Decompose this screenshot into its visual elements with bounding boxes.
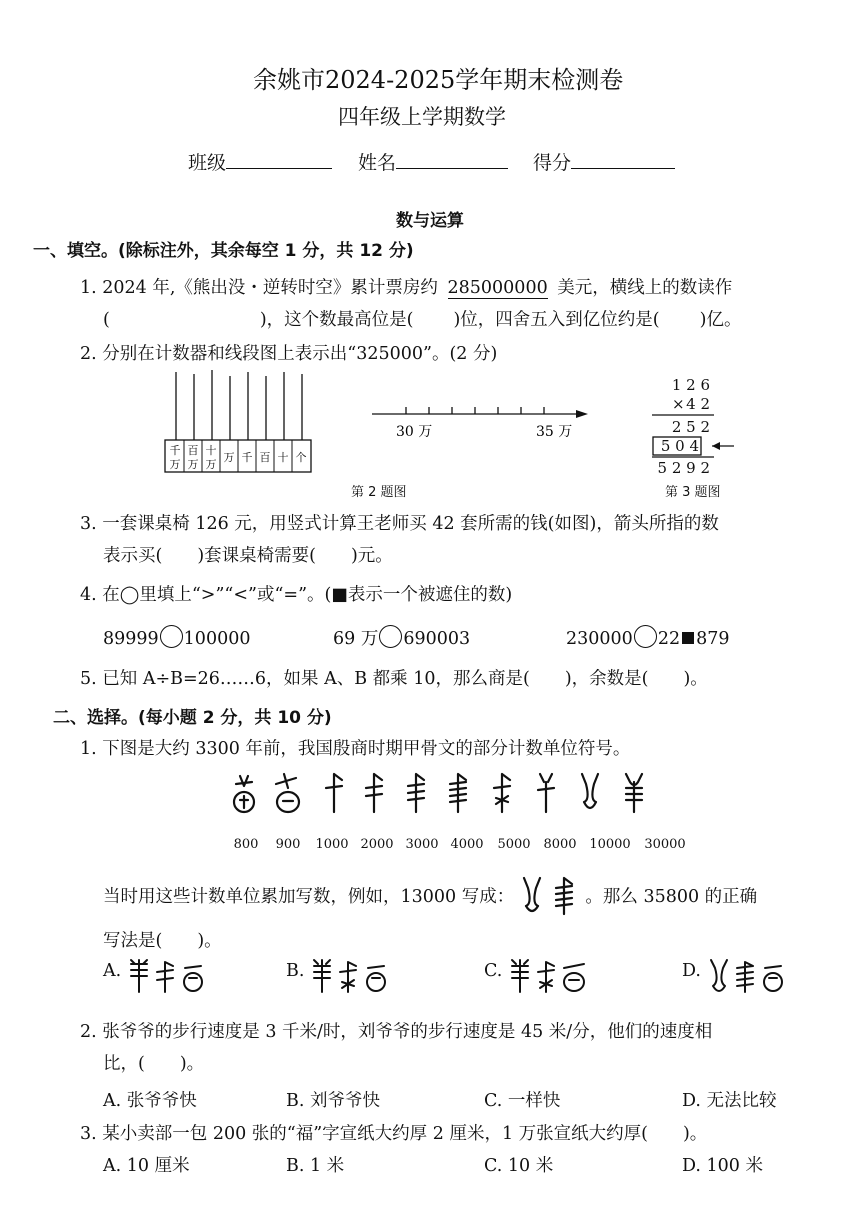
option-a-glyphs-icon: [127, 958, 207, 998]
abacus-label-baiwan-2: 万: [187, 458, 199, 471]
p2-q2-line1: 2. 张爷爷的步行速度是 3 千米/时，刘爷爷的步行速度是 45 米/分，他们的速度相: [80, 1022, 713, 1042]
p2-q2-option-c[interactable]: C. 一样快: [484, 1091, 561, 1111]
mult-times: ×: [672, 395, 685, 413]
oracle-10000-icon: [582, 774, 598, 808]
q1-line1: 1. 2024 年,《熊出没・逆转时空》累计票房约 285000000 美元，横线上的数读作: [80, 278, 733, 298]
abacus-label-qianwan-2: 万: [169, 458, 181, 471]
p2-q1-line3: 写法是( )。: [103, 931, 222, 951]
abacus-figure: [160, 368, 320, 476]
mult-partial-1: 2 5 2: [671, 418, 710, 436]
q1-underlined-number: 285000000: [447, 278, 548, 298]
mult-second: 4 2: [686, 395, 710, 413]
oracle-label-10000: 10000: [589, 837, 631, 852]
abacus-label-bai: 百: [259, 451, 271, 464]
mult-result: 5 2 9 2: [657, 459, 710, 477]
oracle-3000-icon: [408, 774, 424, 812]
q4-item-1: 89999 100000: [103, 625, 250, 649]
oracle-label-5000: 5000: [497, 837, 531, 852]
q3-line1: 3. 一套课桌椅 126 元，用竖式计算王老师买 42 套所需的钱(如图)，箭头所指的数: [80, 514, 719, 534]
oracle-900-icon: [276, 774, 299, 812]
oracle-label-8000: 8000: [543, 837, 577, 852]
number-line-figure: [368, 400, 598, 444]
class-blank[interactable]: [226, 150, 332, 169]
option-d-glyphs-icon: [707, 958, 787, 998]
abacus-label-qian: 千: [241, 451, 253, 464]
number-line-arrow: [576, 410, 588, 418]
p2-q3-option-a[interactable]: A. 10 厘米: [103, 1156, 190, 1176]
part2-heading: 二、选择。(每小题 2 分，共 10 分): [53, 708, 332, 728]
compare-circle-1[interactable]: [160, 625, 183, 648]
p2-q2-option-b[interactable]: B. 刘爷爷快: [286, 1091, 380, 1111]
class-label: 班级: [188, 152, 227, 174]
oracle-label-1000: 1000: [315, 837, 349, 852]
abacus-label-baiwan-1: 百: [187, 444, 199, 457]
p2-q1-line2: 当时用这些计数单位累加写数，例如，13000 写成： 。那么 35800 的正确: [103, 876, 757, 916]
oracle-800-icon: [234, 776, 254, 812]
name-blank[interactable]: [396, 150, 508, 169]
compare-circle-2[interactable]: [379, 625, 402, 648]
hidden-digit-square-icon: [682, 632, 694, 644]
q5-text: 5. 已知 A÷B=26……6，如果 A、B 都乘 10，那么商是( )，余数是( )。: [80, 669, 708, 689]
abacus-label-qianwan-1: 千: [169, 444, 181, 457]
p2-q3-option-d[interactable]: D. 100 米: [682, 1156, 763, 1176]
p2-q3-option-c[interactable]: C. 10 米: [484, 1156, 554, 1176]
p2-q2-option-d[interactable]: D. 无法比较: [682, 1091, 777, 1111]
abacus-rods: [176, 370, 302, 440]
score-field: [533, 148, 675, 175]
abacus-label-shiwan-1: 十: [205, 444, 217, 457]
p2-q1-option-b[interactable]: B.: [286, 958, 390, 998]
option-b-glyphs-icon: [310, 958, 390, 998]
compare-circle-3[interactable]: [634, 625, 657, 648]
abacus-label-ge: 个: [295, 451, 307, 464]
oracle-30000-icon: [626, 774, 642, 812]
name-field: [358, 148, 508, 175]
oracle-8000-icon: [538, 774, 554, 812]
mult-arrow-icon: [712, 442, 720, 450]
name-label: 姓名: [358, 152, 397, 174]
p2-q3-option-b[interactable]: B. 1 米: [286, 1156, 345, 1176]
p2-q1-option-c[interactable]: C.: [484, 958, 588, 998]
mult-top: 1 2 6: [671, 376, 710, 394]
section-title: 数与运算: [396, 211, 464, 231]
p2-q2-line2: 比，( )。: [103, 1054, 205, 1074]
exam-subtitle: 四年级上学期数学: [338, 105, 506, 129]
q3-line2: 表示买( )套课桌椅需要( )元。: [103, 546, 393, 566]
multiplication-figure: [640, 374, 750, 478]
fig3-caption: 第 3 题图: [665, 485, 721, 500]
oracle-label-2000: 2000: [360, 837, 394, 852]
score-blank[interactable]: [571, 150, 675, 169]
q2-text: 2. 分别在计数器和线段图上表示出“325000”。(2 分): [80, 344, 498, 364]
p2-q2-option-a[interactable]: A. 张爷爷快: [103, 1091, 197, 1111]
exam-title: 余姚市2024-2025学年期末检测卷: [253, 66, 624, 94]
oracle-1000-icon: [326, 774, 342, 812]
score-label: 得分: [533, 152, 572, 174]
q1-line2: ( )，这个数最高位是( )位，四舍五入到亿位约是( )亿。: [103, 310, 742, 330]
part1-heading: 一、填空。(除标注外，其余每空 1 分，共 12 分): [33, 241, 414, 261]
p2-q3-line1: 3. 某小卖部一包 200 张的“福”字宣纸大约厚 2 厘米，1 万张宣纸大约厚( )。: [80, 1124, 708, 1144]
p2-q1-option-a[interactable]: A.: [103, 958, 207, 998]
oracle-13000-example-icon: [520, 876, 580, 916]
oracle-label-900: 900: [275, 837, 301, 852]
oracle-label-30000: 30000: [644, 837, 686, 852]
oracle-glyphs-figure: [224, 770, 704, 854]
number-line-label-30w: 30 万: [396, 424, 433, 440]
option-c-glyphs-icon: [508, 958, 588, 998]
oracle-label-3000: 3000: [405, 837, 439, 852]
abacus-label-wan: 万: [223, 451, 235, 464]
q4-item-2: 69 万 690003: [333, 625, 470, 650]
q4-text: 4. 在◯里填上“>”“<”或“=”。(■表示一个被遮住的数): [80, 585, 513, 605]
abacus-label-shiwan-2: 万: [205, 458, 217, 471]
number-line-label-35w: 35 万: [536, 424, 573, 440]
abacus-label-shi: 十: [277, 451, 289, 464]
q4-item-3: 230000 22 879: [566, 625, 730, 649]
oracle-2000-icon: [366, 774, 382, 812]
oracle-label-800: 800: [233, 837, 259, 852]
oracle-5000-icon: [494, 774, 510, 812]
oracle-label-4000: 4000: [450, 837, 484, 852]
p2-q1-text: 1. 下图是大约 3300 年前，我国殷商时期甲骨文的部分计数单位符号。: [80, 739, 631, 759]
oracle-4000-icon: [450, 774, 466, 812]
mult-partial-2: 5 0 4: [660, 437, 699, 455]
class-field: [188, 148, 332, 175]
fig2-caption: 第 2 题图: [351, 485, 407, 500]
p2-q1-option-d[interactable]: D.: [682, 958, 787, 998]
